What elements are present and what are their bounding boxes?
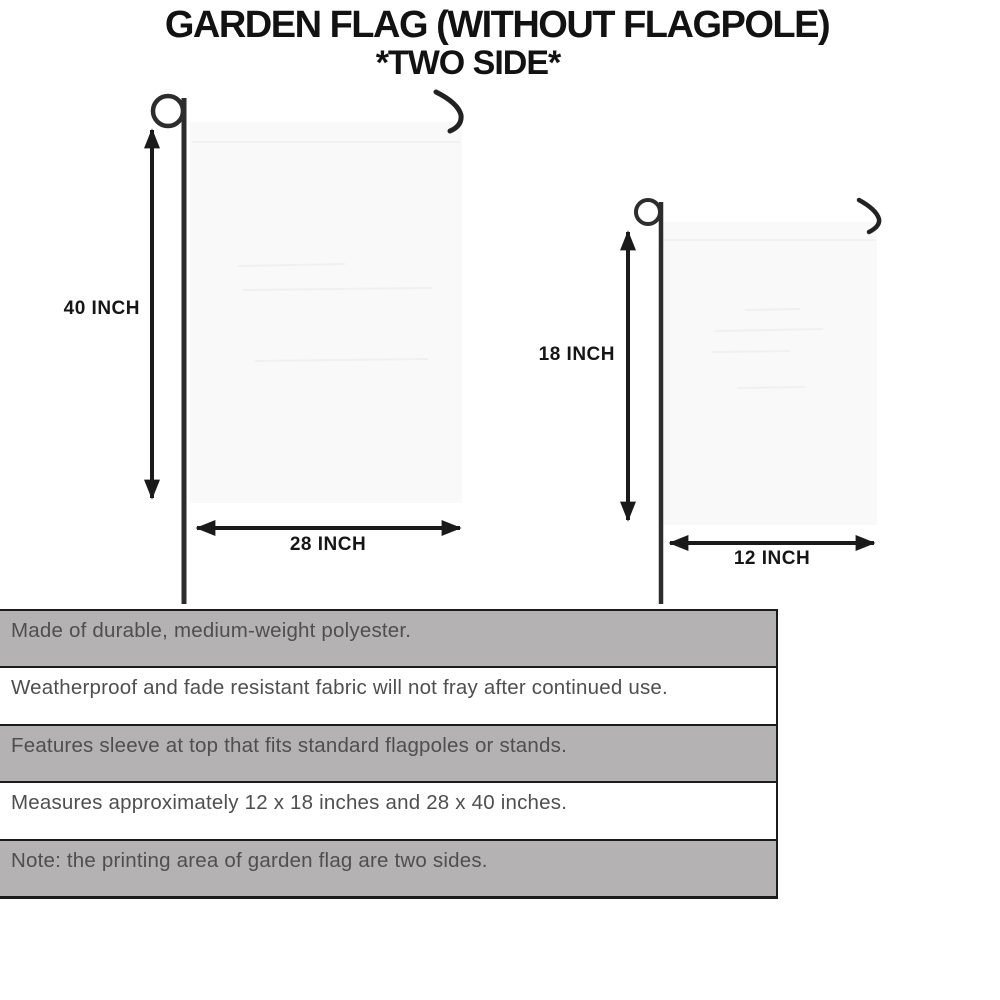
small-flag-height-label: 18 INCH bbox=[538, 344, 615, 365]
feature-row-weatherproof: Weatherproof and fade resistant fabric will not fray after continued use. bbox=[0, 666, 776, 723]
feature-row-note: Note: the printing area of garden flag are two sides. bbox=[0, 839, 776, 896]
feature-row-material: Made of durable, medium-weight polyester. bbox=[0, 611, 776, 666]
small-flag-width-label: 12 INCH bbox=[733, 548, 811, 569]
title-line-2: *TWO SIDE* bbox=[375, 44, 561, 82]
feature-row-sleeve: Features sleeve at top that fits standard flagpoles or stands. bbox=[0, 724, 776, 781]
small-flag-panel bbox=[660, 222, 877, 525]
large-flag-height-label: 40 INCH bbox=[63, 298, 140, 319]
title-line-1: GARDEN FLAG (WITHOUT FLAGPOLE) bbox=[164, 4, 830, 46]
feature-table bbox=[0, 609, 778, 899]
large-flag-width-label: 28 INCH bbox=[289, 534, 367, 555]
large-flag-panel bbox=[190, 122, 462, 503]
small-flagpole-loop bbox=[636, 200, 660, 224]
feature-row-measures: Measures approximately 12 x 18 inches and 28 x 40 inches. bbox=[0, 781, 776, 838]
large-flagpole-loop bbox=[153, 96, 183, 126]
